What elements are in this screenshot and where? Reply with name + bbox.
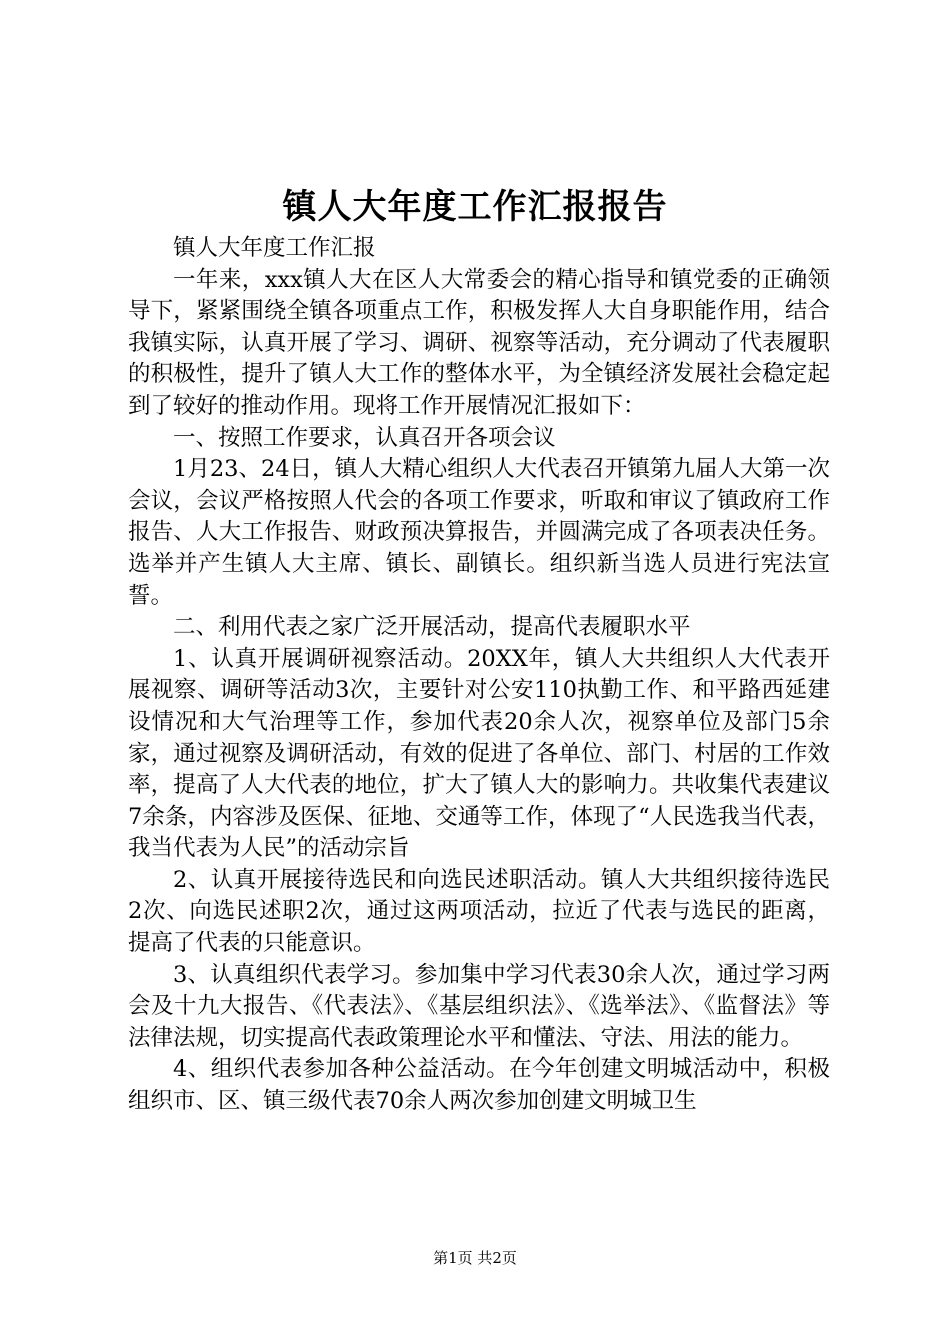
section-heading-2: 二、利用代表之家广泛开展活动，提高代表履职水平 bbox=[173, 614, 691, 641]
page-footer: 第1页 共2页 bbox=[433, 1249, 517, 1267]
item-4-paragraph: 4、组织代表参加各种公益活动。在今年创建文明城活动中，积极组织市、区、镇三级代表70余人两次参加创建文明城卫生 bbox=[128, 1056, 830, 1115]
intro-paragraph: 一年来，xxx镇人大在区人大常委会的精心指导和镇党委的正确领导下，紧紧围绕全镇各项重点工作，积极发挥人大自身职能作用，结合我镇实际，认真开展了学习、调研、视察等活动，充分调动了代表履职的积极性，提升了镇人大工作的整体水平，为全镇经济发展社会稳定起到了较好的推动作用。现将工作开展情况汇报如下： bbox=[128, 266, 830, 419]
item-3-paragraph: 3、认真组织代表学习。参加集中学习代表30余人次，通过学习两会及十九大报告、《代表法》、《基层组织法》、《选举法》、《监督法》等法律法规，切实提高代表政策理论水平和懂法、守法、用法的能力。 bbox=[128, 961, 830, 1051]
subtitle-paragraph: 镇人大年度工作汇报 bbox=[173, 235, 376, 261]
item-1-paragraph: 1、认真开展调研视察活动。20XX年，镇人大共组织人大代表开展视察、调研等活动3次，主要针对公安110执勤工作、和平路西延建设情况和大气治理等工作，参加代表20余人次，视察单位及部门5余家，通过视察及调研活动，有效的促进了各单位、部门、村居的工作效率，提高了人大代表的地位，扩大了镇人大的影响力。共收集代表建议7余条，内容涉及医保、征地、交通等工作，体现了“人民选我当代表，我当代表为人民”的活动宗旨 bbox=[128, 645, 830, 862]
section-1-paragraph: 1月23、24日，镇人大精心组织人大代表召开镇第九届人大第一次会议，会议严格按照人代会的各项工作要求，听取和审议了镇政府工作报告、人大工作报告、财政预决算报告，并圆满完成了各项表决任务。选举并产生镇人大主席、镇长、副镇长。组织新当选人员进行宪法宣誓。 bbox=[128, 456, 830, 609]
document-body bbox=[128, 233, 830, 1118]
section-heading-1: 一、按照工作要求，认真召开各项会议 bbox=[173, 424, 556, 451]
item-2-paragraph: 2、认真开展接待选民和向选民述职活动。镇人大共组织接待选民2次、向选民述职2次，通过这两项活动，拉近了代表与选民的距离，提高了代表的只能意识。 bbox=[128, 866, 830, 957]
document-title: 镇人大年度工作汇报报告 bbox=[282, 187, 668, 227]
